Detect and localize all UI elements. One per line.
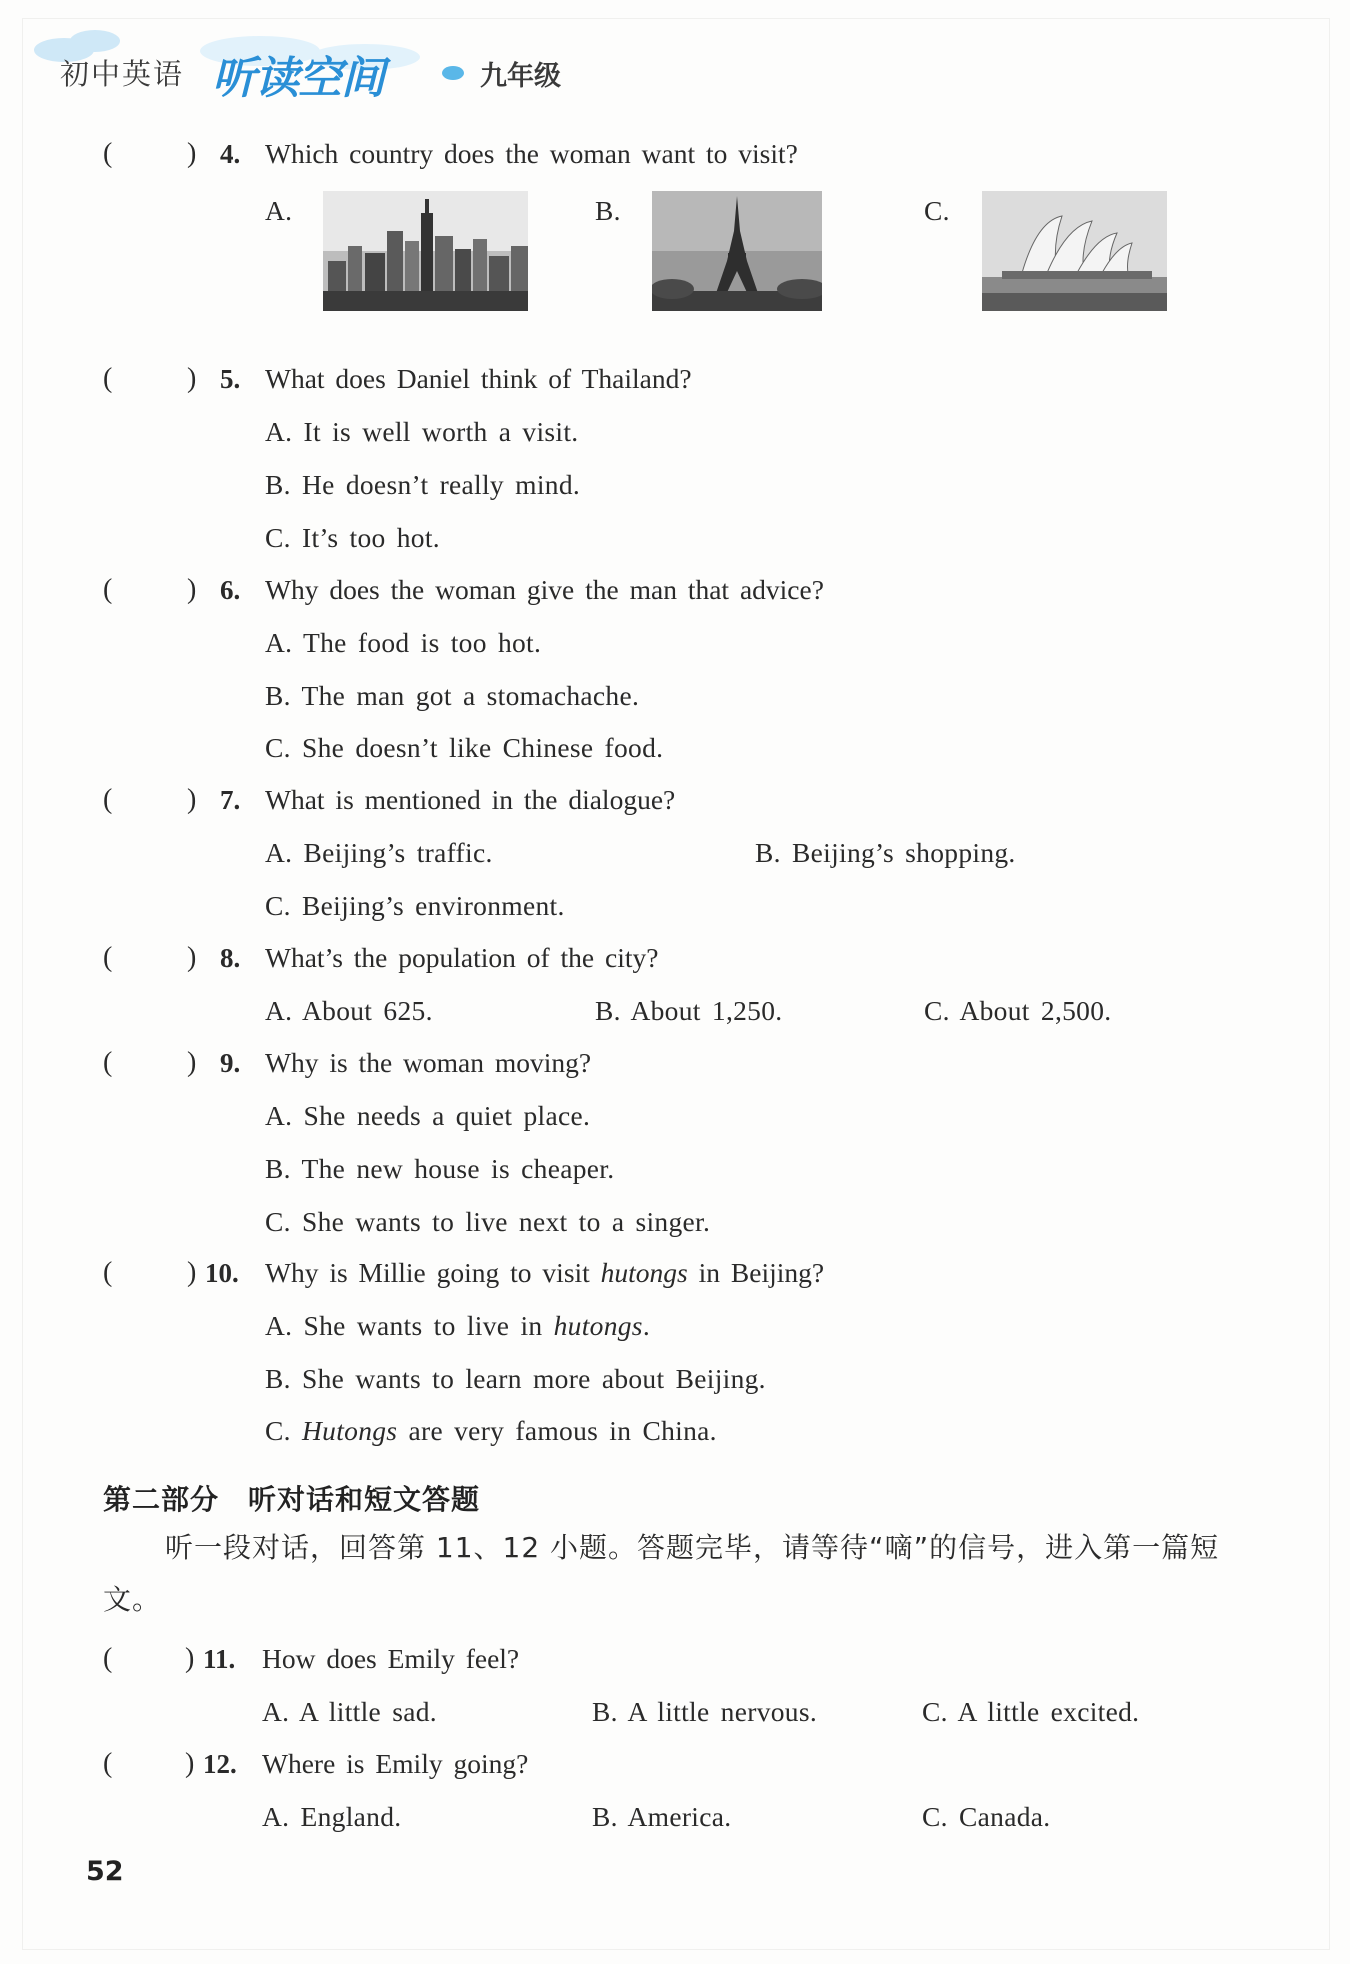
question-stem: Why is the woman moving? [265, 1047, 592, 1078]
sydney-opera-house-photo [982, 191, 1167, 311]
option-c: C. Hutongs are very famous in China. [265, 1415, 717, 1446]
answer-paren-open: ( [103, 1257, 113, 1288]
section-instruction: 听一段对话，回答第 11、12 小题。答题完毕，请等待“嘀”的信号，进入第一篇短文。 [103, 1531, 1220, 1616]
question-number: 10. [205, 1258, 239, 1288]
option-b: B. She wants to learn more about Beijing. [265, 1363, 766, 1394]
option-b: B. A little nervous. [592, 1696, 818, 1727]
option-a: A. It is well worth a visit. [265, 416, 579, 447]
answer-paren-close: ) [187, 363, 197, 394]
answer-paren-close: ) [187, 574, 197, 605]
question-stem: What does Daniel think of Thailand? [265, 363, 692, 394]
question-stem: What is mentioned in the dialogue? [265, 784, 676, 815]
option-a: A. The food is too hot. [265, 627, 542, 658]
answer-paren-close: ) [187, 942, 197, 973]
question-number: 8. [220, 943, 241, 973]
question-stem: Why is Millie going to visit hutongs in Beijing? [265, 1257, 825, 1288]
question-stem: What’s the population of the city? [265, 942, 659, 973]
answer-paren-open: ( [103, 574, 113, 605]
answer-paren-close: ) [187, 1257, 197, 1288]
answer-paren-open: ( [103, 1748, 113, 1779]
option-a: A. England. [262, 1801, 402, 1832]
option-a: A. Beijing’s traffic. [265, 837, 493, 868]
option-a: A. She wants to live in hutongs. [265, 1310, 650, 1341]
option-c: C. A little excited. [922, 1696, 1140, 1727]
new-york-skyline-photo [323, 191, 528, 311]
option-label: B. [595, 195, 621, 226]
answer-paren-close: ) [185, 1643, 195, 1674]
eiffel-tower-photo [652, 191, 822, 311]
option-c: C. It’s too hot. [265, 522, 440, 553]
section-title: 第二部分 听对话和短文答题 [103, 1483, 481, 1516]
option-b: B. The new house is cheaper. [265, 1153, 615, 1184]
page-number: 52 [86, 1856, 124, 1887]
question-number: 4. [220, 139, 241, 169]
question-number: 7. [220, 785, 241, 815]
option-b: B. Beijing’s shopping. [755, 837, 1016, 868]
option-c: C. Canada. [922, 1801, 1051, 1832]
book-series-title: 初中英语 [60, 57, 185, 91]
question-number: 9. [220, 1048, 241, 1078]
bullet-dot-icon [442, 66, 464, 80]
option-b: B. America. [592, 1801, 732, 1832]
answer-paren-open: ( [103, 942, 113, 973]
option-c: C. She wants to live next to a singer. [265, 1206, 711, 1237]
question-number: 11. [203, 1644, 236, 1674]
option-c: C. About 2,500. [924, 995, 1112, 1026]
answer-paren-open: ( [103, 363, 113, 394]
answer-paren-close: ) [187, 784, 197, 815]
question-stem: Where is Emily going? [262, 1748, 529, 1779]
option-a: A. A little sad. [262, 1696, 437, 1727]
answer-paren-open: ( [103, 1643, 113, 1674]
answer-paren-open: ( [103, 138, 113, 169]
option-b: B. About 1,250. [595, 995, 783, 1026]
option-label: C. [924, 195, 950, 226]
question-stem: Why does the woman give the man that advice? [265, 574, 824, 605]
option-label: A. [265, 195, 293, 226]
question-number: 12. [203, 1749, 237, 1779]
grade-label: 九年级 [480, 61, 561, 92]
option-b: B. The man got a stomachache. [265, 680, 640, 711]
book-brand-logo: 听读空间 [212, 53, 384, 104]
question-number: 6. [220, 575, 241, 605]
option-a: A. She needs a quiet place. [265, 1100, 591, 1131]
answer-paren-open: ( [103, 1047, 113, 1078]
book-header [40, 30, 640, 110]
answer-paren-open: ( [103, 784, 113, 815]
question-stem: How does Emily feel? [262, 1643, 520, 1674]
option-a: A. About 625. [265, 995, 433, 1026]
answer-paren-close: ) [187, 138, 197, 169]
option-b: B. He doesn’t really mind. [265, 469, 581, 500]
answer-paren-close: ) [187, 1047, 197, 1078]
question-number: 5. [220, 364, 241, 394]
option-c: C. Beijing’s environment. [265, 890, 565, 921]
option-c: C. She doesn’t like Chinese food. [265, 732, 664, 763]
question-stem: Which country does the woman want to visit? [265, 138, 798, 169]
answer-paren-close: ) [185, 1748, 195, 1779]
